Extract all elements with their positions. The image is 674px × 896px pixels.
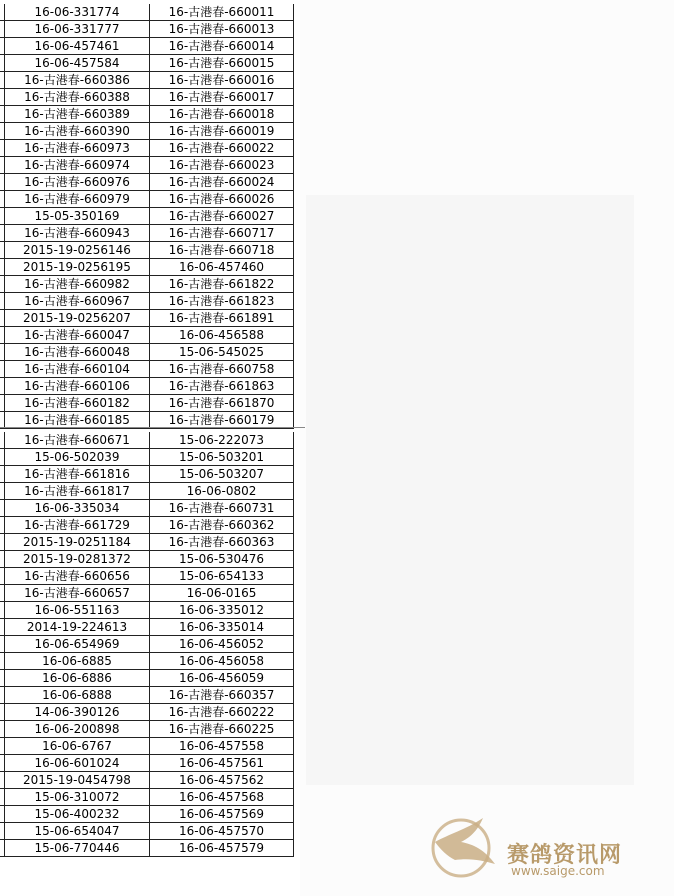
table-row [0, 534, 294, 551]
table-row [0, 242, 294, 259]
ring-number-cell-right: 16-古港春-660015 [150, 55, 294, 72]
table-row [0, 378, 294, 395]
ring-number-cell-right: 16-古港春-660718 [150, 242, 294, 259]
ring-number-cell-right: 16-古港春-660016 [150, 72, 294, 89]
table-row [0, 432, 294, 449]
ring-number-cell-right: 16-古港春-660731 [150, 500, 294, 517]
table-row [0, 259, 294, 276]
table-row [0, 395, 294, 412]
ring-number-cell-right: 16-06-457569 [150, 806, 294, 823]
watermark-title: 赛鸽资讯网 [507, 843, 623, 868]
ring-number-cell-left: 16-古港春-660390 [5, 123, 150, 140]
ring-number-cell-left: 16-06-6885 [5, 653, 150, 670]
ring-number-cell-left: 16-古港春-661817 [5, 483, 150, 500]
ring-number-cell-left: 15-06-502039 [5, 449, 150, 466]
ring-number-cell-left: 16-古港春-660943 [5, 225, 150, 242]
ring-number-cell-left: 16-06-457461 [5, 38, 150, 55]
ring-number-cell-left: 2015-19-0256207 [5, 310, 150, 327]
ring-number-cell-right: 16-古港春-660717 [150, 225, 294, 242]
ring-number-cell-right: 16-06-457562 [150, 772, 294, 789]
ring-number-cell-right: 16-古港春-661891 [150, 310, 294, 327]
ring-number-cell-right: 15-06-222073 [150, 432, 294, 449]
ring-number-cell-left: 16-古港春-660048 [5, 344, 150, 361]
ring-number-cell-left: 16-06-551163 [5, 602, 150, 619]
ring-number-cell-right: 16-古港春-660758 [150, 361, 294, 378]
table-row [0, 38, 294, 55]
table-row [0, 517, 294, 534]
table-row [0, 551, 294, 568]
table-row [0, 55, 294, 72]
ring-number-cell-left: 2015-19-0454798 [5, 772, 150, 789]
ring-number-cell-right: 16-06-457570 [150, 823, 294, 840]
ring-number-cell-right: 16-06-457568 [150, 789, 294, 806]
ring-number-cell-left: 16-古港春-660976 [5, 174, 150, 191]
ring-number-cell-right: 16-06-457579 [150, 840, 294, 857]
table-row [0, 636, 294, 653]
ring-number-cell-right: 16-古港春-660179 [150, 412, 294, 429]
ring-number-cell-right: 16-06-457558 [150, 738, 294, 755]
ring-number-cell-left: 16-06-331777 [5, 21, 150, 38]
ring-number-cell-right: 16-古港春-660363 [150, 534, 294, 551]
ring-number-cell-right: 16-古港春-660011 [150, 4, 294, 21]
ring-number-cell-left: 2015-19-0256146 [5, 242, 150, 259]
table-row [0, 738, 294, 755]
table-row [0, 157, 294, 174]
ring-number-cell-left: 16-古港春-660656 [5, 568, 150, 585]
ring-number-cell-right: 15-06-654133 [150, 568, 294, 585]
ring-number-cell-left: 16-06-331774 [5, 4, 150, 21]
table-row [0, 344, 294, 361]
ring-number-cell-left: 16-古港春-660047 [5, 327, 150, 344]
table-row [0, 21, 294, 38]
table-row [0, 687, 294, 704]
table-row [0, 72, 294, 89]
ring-number-cell-left: 16-古港春-660982 [5, 276, 150, 293]
table-row [0, 619, 294, 636]
table-row [0, 789, 294, 806]
ring-number-cell-left: 15-05-350169 [5, 208, 150, 225]
ring-number-cell-right: 16-古港春-661822 [150, 276, 294, 293]
ring-number-cell-left: 16-06-601024 [5, 755, 150, 772]
ring-number-cell-right: 16-古港春-660022 [150, 140, 294, 157]
table-row [0, 310, 294, 327]
ring-number-cell-right: 16-古港春-660357 [150, 687, 294, 704]
ring-number-cell-right: 16-古港春-660023 [150, 157, 294, 174]
ring-number-cell-right: 15-06-503207 [150, 466, 294, 483]
table-row [0, 585, 294, 602]
table-row [0, 327, 294, 344]
ring-number-cell-right: 16-古港春-661870 [150, 395, 294, 412]
table-row [0, 140, 294, 157]
ring-number-cell-right: 15-06-503201 [150, 449, 294, 466]
table-row [0, 174, 294, 191]
ring-number-cell-right: 15-06-530476 [150, 551, 294, 568]
ring-number-cell-left: 16-古港春-660657 [5, 585, 150, 602]
table-row [0, 191, 294, 208]
watermark [425, 806, 655, 886]
ring-number-cell-left: 16-古港春-660386 [5, 72, 150, 89]
table-row [0, 653, 294, 670]
ring-number-cell-right: 16-古港春-660026 [150, 191, 294, 208]
ring-number-cell-right: 16-06-0165 [150, 585, 294, 602]
ring-number-cell-left: 16-06-457584 [5, 55, 150, 72]
table-row [0, 755, 294, 772]
ring-number-cell-left: 16-古港春-660974 [5, 157, 150, 174]
ring-number-cell-right: 16-古港春-660013 [150, 21, 294, 38]
ring-number-cell-left: 16-古港春-660973 [5, 140, 150, 157]
table-row [0, 123, 294, 140]
ring-number-cell-right: 16-古港春-660362 [150, 517, 294, 534]
ring-number-table-top [0, 4, 294, 429]
ring-number-cell-left: 16-古港春-660185 [5, 412, 150, 429]
table-row [0, 721, 294, 738]
table-row [0, 449, 294, 466]
ring-number-cell-left: 2015-19-0281372 [5, 551, 150, 568]
ring-number-cell-right: 16-古港春-660027 [150, 208, 294, 225]
ring-number-cell-left: 2014-19-224613 [5, 619, 150, 636]
ring-number-cell-left: 15-06-310072 [5, 789, 150, 806]
ring-number-cell-right: 16-古港春-660019 [150, 123, 294, 140]
ring-number-cell-left: 16-06-335034 [5, 500, 150, 517]
ring-number-table-bottom [0, 432, 294, 857]
ring-number-cell-right: 16-古港春-661863 [150, 378, 294, 395]
ring-number-cell-left: 16-古港春-661729 [5, 517, 150, 534]
ring-number-cell-right: 16-古港春-660017 [150, 89, 294, 106]
ring-number-cell-right: 16-06-0802 [150, 483, 294, 500]
ring-number-cell-left: 16-古港春-660106 [5, 378, 150, 395]
ring-number-cell-left: 16-古港春-660967 [5, 293, 150, 310]
ring-number-cell-left: 16-06-6888 [5, 687, 150, 704]
table-row [0, 670, 294, 687]
ring-number-cell-right: 16-古港春-660018 [150, 106, 294, 123]
ring-number-cell-right: 16-06-456588 [150, 327, 294, 344]
ring-number-cell-right: 16-古港春-661823 [150, 293, 294, 310]
ring-number-cell-left: 15-06-400232 [5, 806, 150, 823]
ring-number-cell-left: 2015-19-0256195 [5, 259, 150, 276]
table-row [0, 106, 294, 123]
ring-number-cell-right: 16-06-456058 [150, 653, 294, 670]
ring-number-cell-left: 16-古港春-660104 [5, 361, 150, 378]
ring-number-cell-left: 16-06-6767 [5, 738, 150, 755]
table-row [0, 568, 294, 585]
table-divider [0, 427, 305, 428]
background-panel-inner [306, 195, 634, 785]
ring-number-cell-right: 16-06-335014 [150, 619, 294, 636]
ring-number-cell-left: 15-06-770446 [5, 840, 150, 857]
ring-number-cell-left: 16-古港春-660979 [5, 191, 150, 208]
ring-number-cell-right: 16-古港春-660222 [150, 704, 294, 721]
ring-number-cell-right: 16-06-456052 [150, 636, 294, 653]
ring-number-cell-left: 2015-19-0251184 [5, 534, 150, 551]
table-row [0, 500, 294, 517]
ring-number-cell-right: 16-06-456059 [150, 670, 294, 687]
table-row [0, 823, 294, 840]
ring-number-cell-right: 16-06-457460 [150, 259, 294, 276]
ring-number-cell-left: 16-06-200898 [5, 721, 150, 738]
ring-number-cell-right: 15-06-545025 [150, 344, 294, 361]
table-row [0, 806, 294, 823]
table-row [0, 293, 294, 310]
ring-number-cell-left: 16-古港春-660389 [5, 106, 150, 123]
ring-number-cell-left: 16-古港春-660182 [5, 395, 150, 412]
ring-number-cell-left: 16-古港春-660388 [5, 89, 150, 106]
ring-number-cell-right: 16-古港春-660024 [150, 174, 294, 191]
table-row [0, 361, 294, 378]
pigeon-logo-icon [425, 808, 505, 884]
table-row [0, 225, 294, 242]
table-row [0, 276, 294, 293]
ring-number-cell-right: 16-06-457561 [150, 755, 294, 772]
ring-number-cell-left: 14-06-390126 [5, 704, 150, 721]
table-row [0, 466, 294, 483]
ring-number-cell-left: 15-06-654047 [5, 823, 150, 840]
table-row [0, 89, 294, 106]
table-row [0, 840, 294, 857]
table-row [0, 772, 294, 789]
ring-number-cell-right: 16-古港春-660014 [150, 38, 294, 55]
watermark-url: www.saige.com [511, 864, 605, 878]
ring-number-cell-left: 16-古港春-660671 [5, 432, 150, 449]
table-row [0, 483, 294, 500]
ring-number-cell-left: 16-古港春-661816 [5, 466, 150, 483]
table-row [0, 4, 294, 21]
ring-number-cell-right: 16-06-335012 [150, 602, 294, 619]
ring-number-cell-left: 16-06-6886 [5, 670, 150, 687]
table-row [0, 602, 294, 619]
ring-number-cell-right: 16-古港春-660225 [150, 721, 294, 738]
ring-number-cell-left: 16-06-654969 [5, 636, 150, 653]
table-row [0, 412, 294, 429]
table-row [0, 208, 294, 225]
table-row [0, 704, 294, 721]
